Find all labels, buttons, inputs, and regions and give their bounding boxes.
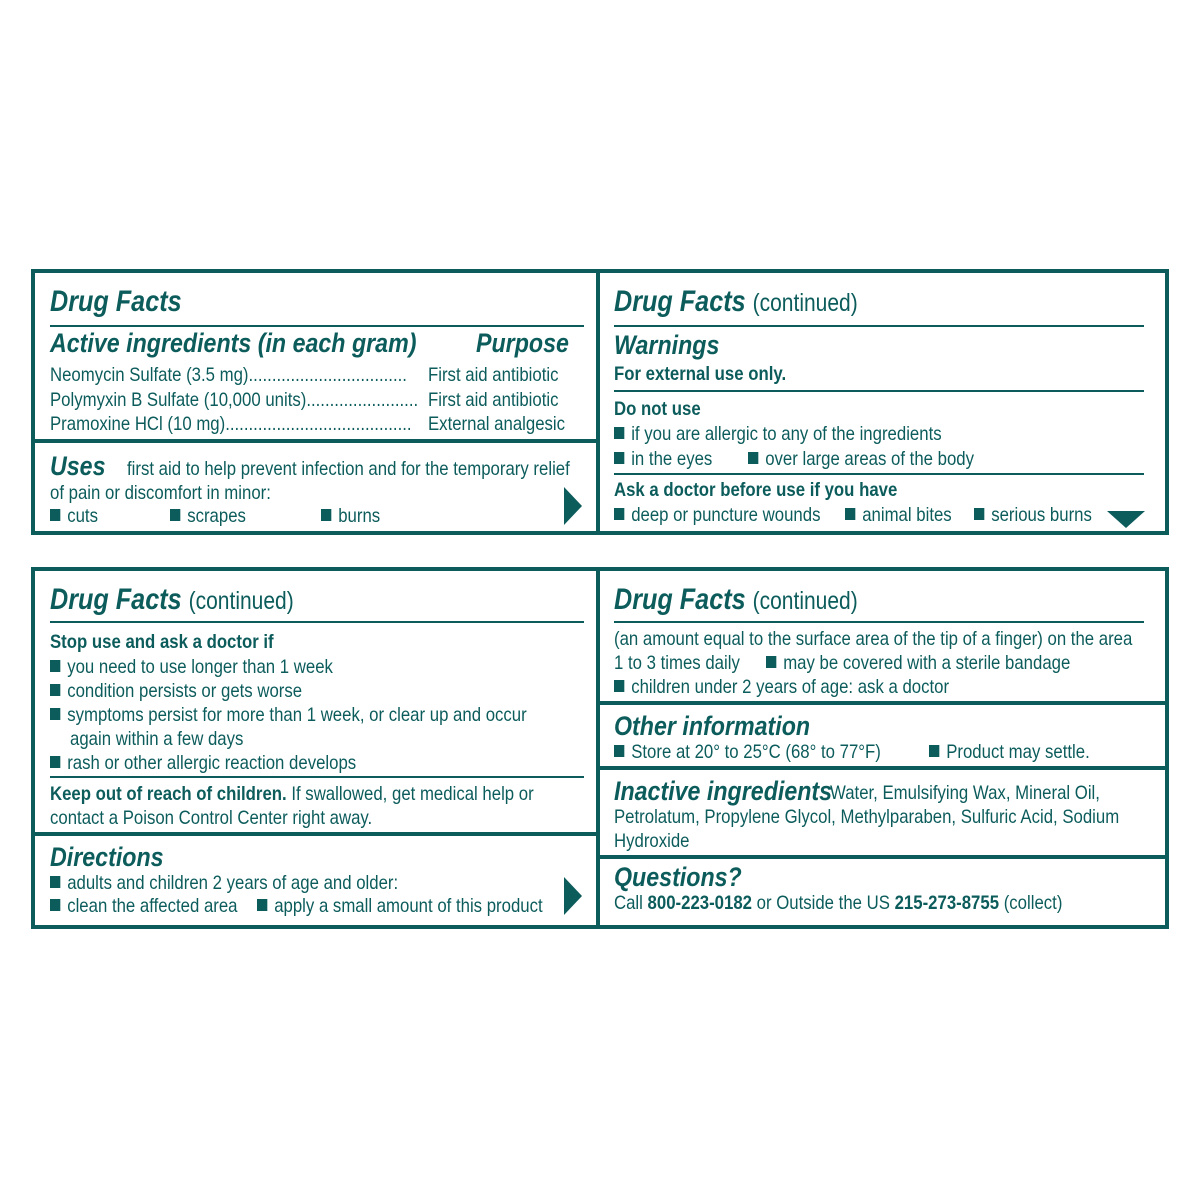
- uses-item: burns: [321, 504, 380, 528]
- questions-heading: Questions?: [614, 862, 742, 892]
- inactive-text: Petrolatum, Propylene Glycol, Methylparaben, Sulfuric Acid, Sodium: [614, 806, 1120, 828]
- ingredient-purpose: First aid antibiotic: [428, 389, 559, 411]
- ingredient-purpose: First aid antibiotic: [428, 364, 559, 386]
- direction-item: may be covered with a sterile bandage: [766, 651, 1070, 675]
- bullet-icon: [50, 708, 60, 720]
- bullet-icon: [614, 508, 624, 520]
- divider: [50, 776, 584, 778]
- ingredient-name: Polymyxin B Sulfate (10,000 units)........................: [50, 389, 419, 411]
- divider: [614, 473, 1144, 475]
- inactive-heading: Inactive ingredients: [614, 776, 833, 806]
- divider: [50, 621, 584, 623]
- panel-divider: [596, 571, 600, 925]
- divider: [614, 325, 1144, 327]
- ingredient-name: Pramoxine HCl (10 mg)........................................: [50, 413, 412, 435]
- direction-item: children under 2 years of age: ask a doctor: [614, 675, 949, 699]
- section-divider: [35, 832, 596, 836]
- keep-out-text-2: contact a Poison Control Center right away.: [50, 807, 373, 829]
- continue-arrow-icon: [564, 877, 582, 915]
- drug-facts-top-frame: [31, 269, 1169, 535]
- ingredient-purpose: External analgesic: [428, 413, 566, 435]
- bullet-icon: [50, 876, 60, 888]
- bullet-icon: [748, 452, 758, 464]
- divider: [614, 390, 1144, 392]
- bullet-icon: [50, 509, 60, 521]
- bullet-icon: [321, 509, 331, 521]
- bullet-icon: [50, 684, 60, 696]
- directions-continued: (an amount equal to the surface area of the tip of a finger) on the area: [614, 628, 1133, 650]
- other-info-heading: Other information: [614, 711, 811, 741]
- inactive-text: Water, Emulsifying Wax, Mineral Oil,: [830, 782, 1100, 804]
- purpose-heading: Purpose: [476, 328, 569, 358]
- uses-text: of pain or discomfort in minor:: [50, 482, 271, 504]
- bullet-icon: [50, 899, 60, 911]
- uses-item: cuts: [50, 504, 98, 528]
- warning-item: over large areas of the body: [748, 447, 974, 471]
- phone-number: 215-273-8755: [894, 892, 1000, 914]
- bullet-icon: [614, 427, 624, 439]
- active-ingredients-heading: Active ingredients (in each gram): [50, 328, 417, 358]
- bullet-icon: [614, 745, 624, 757]
- direction-item: clean the affected area: [50, 894, 238, 918]
- directions-continued: 1 to 3 times daily: [614, 652, 740, 674]
- stop-item: symptoms persist for more than 1 week, or clear up and occur: [50, 703, 527, 727]
- bullet-icon: [929, 745, 939, 757]
- ingredient-name: Neomycin Sulfate (3.5 mg)..................................: [50, 364, 407, 386]
- section-divider: [35, 439, 596, 443]
- inactive-text: Hydroxide: [614, 830, 690, 852]
- other-info-item: Product may settle.: [929, 740, 1090, 764]
- other-info-item: Store at 20° to 25°C (68° to 77°F): [614, 740, 881, 764]
- warning-item: if you are allergic to any of the ingredients: [614, 422, 942, 446]
- divider: [50, 325, 584, 327]
- bullet-icon: [845, 508, 855, 520]
- ask-item: animal bites: [845, 503, 952, 527]
- bullet-icon: [614, 680, 624, 692]
- stop-item: condition persists or gets worse: [50, 679, 302, 703]
- uses-heading: Uses: [50, 451, 106, 481]
- section-divider: [600, 701, 1165, 705]
- uses-item: scrapes: [170, 504, 246, 528]
- ask-item: serious burns: [974, 503, 1092, 527]
- questions-text: Call 800-223-0182 or Outside the US 215-273-8755 (collect): [614, 892, 1063, 914]
- ask-doctor-heading: Ask a doctor before use if you have: [614, 479, 898, 501]
- bullet-icon: [614, 452, 624, 464]
- keep-out-text: Keep out of reach of children. If swallowed, get medical help or: [50, 783, 534, 805]
- bullet-icon: [766, 656, 776, 668]
- stop-item: you need to use longer than 1 week: [50, 655, 333, 679]
- continue-down-arrow-icon: [1107, 511, 1145, 528]
- panel-divider: [596, 273, 600, 531]
- warning-item: in the eyes: [614, 447, 712, 471]
- panel-4-title: Drug Facts (continued): [614, 583, 858, 616]
- bullet-icon: [170, 509, 180, 521]
- stop-item: rash or other allergic reaction develops: [50, 751, 356, 775]
- phone-number: 800-223-0182: [647, 892, 752, 914]
- direction-item: adults and children 2 years of age and older:: [50, 871, 398, 895]
- external-use-text: For external use only.: [614, 363, 787, 385]
- stop-item-continued: again within a few days: [70, 728, 244, 750]
- continue-arrow-icon: [564, 487, 582, 525]
- bullet-icon: [50, 756, 60, 768]
- divider: [614, 621, 1144, 623]
- section-divider: [600, 855, 1165, 859]
- panel-2-title: Drug Facts (continued): [614, 285, 858, 318]
- warnings-heading: Warnings: [614, 330, 720, 360]
- section-divider: [600, 766, 1165, 770]
- direction-item: apply a small amount of this product: [257, 894, 543, 918]
- uses-text: first aid to help prevent infection and for the temporary relief: [127, 458, 570, 480]
- stop-use-heading: Stop use and ask a doctor if: [50, 631, 274, 653]
- bullet-icon: [974, 508, 984, 520]
- bullet-icon: [50, 660, 60, 672]
- bullet-icon: [257, 899, 267, 911]
- do-not-use-heading: Do not use: [614, 398, 701, 420]
- panel-1-title: Drug Facts: [50, 285, 182, 318]
- drug-facts-bottom-frame: [31, 567, 1169, 929]
- directions-heading: Directions: [50, 842, 164, 872]
- ask-item: deep or puncture wounds: [614, 503, 820, 527]
- panel-3-title: Drug Facts (continued): [50, 583, 294, 616]
